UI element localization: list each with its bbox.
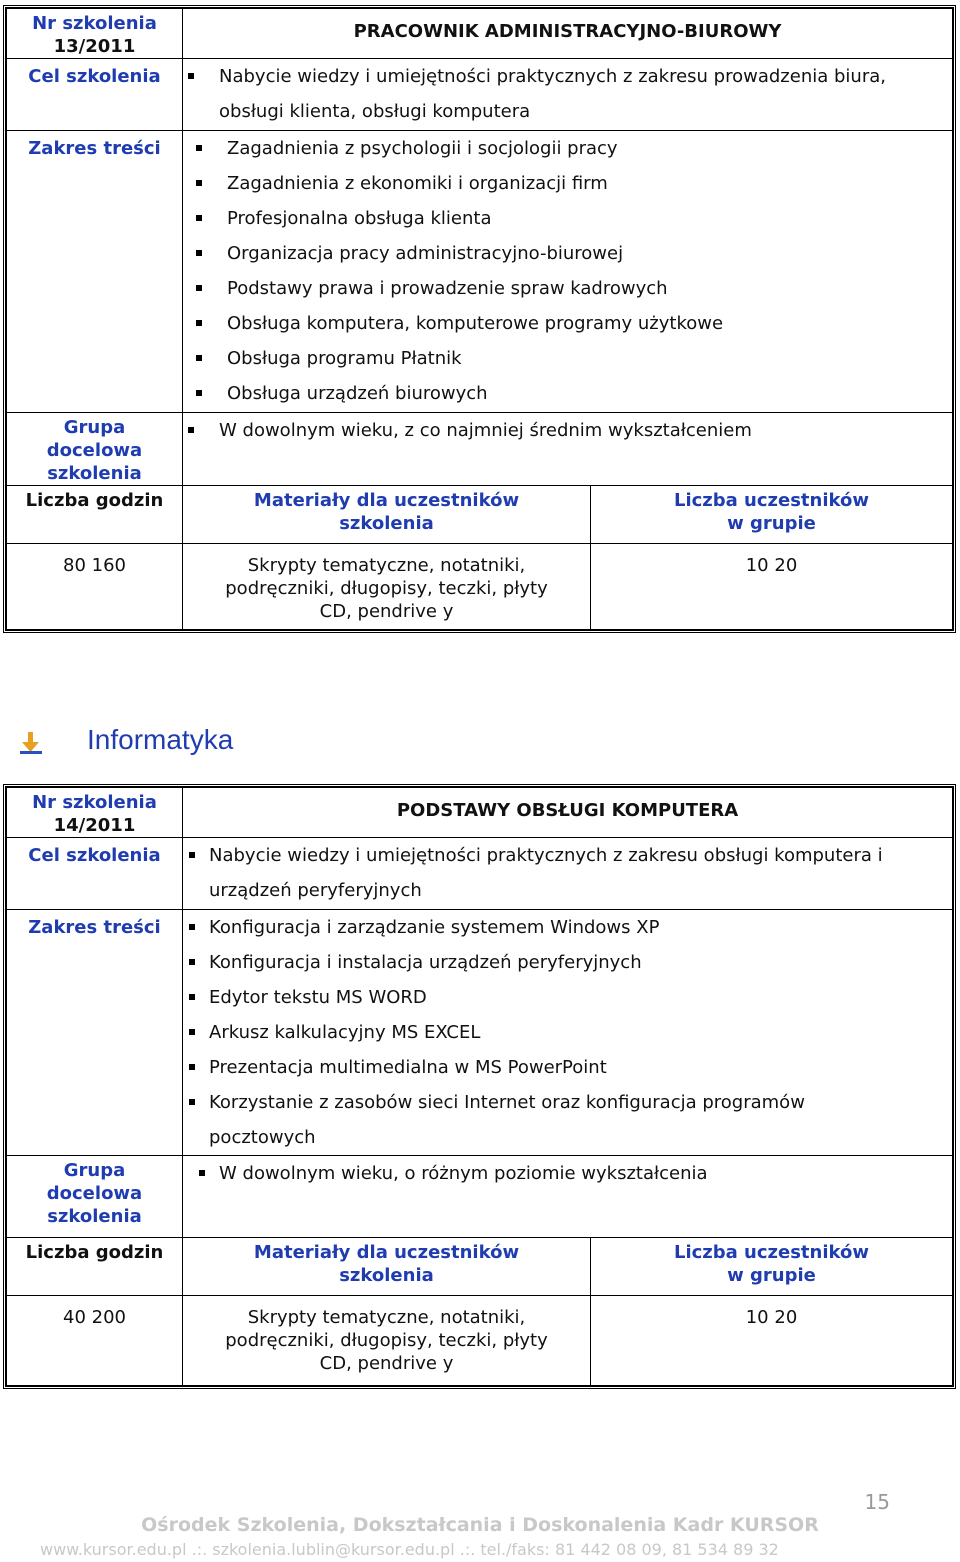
- cel-label: Cel szkolenia: [7, 838, 183, 910]
- grupa-label: Grupa docelowa szkolenia: [7, 1156, 183, 1238]
- materialy-value: Skrypty tematyczne, notatniki, podręczniki, długopisy, teczki, płyty CD, pendrive y: [183, 1296, 591, 1386]
- zakres-label: Zakres treści: [7, 910, 183, 1156]
- cel-label: Cel szkolenia: [7, 59, 183, 131]
- uczestnikow-value: 10 20: [591, 544, 953, 630]
- list-item: Obsługa urządzeń biurowych: [183, 376, 952, 411]
- zakres-cell: [183, 910, 953, 1156]
- grupa-text: W dowolnym wieku, z co najmniej średnim wykształceniem: [175, 413, 952, 448]
- list-item: Konfiguracja i zarządzanie systemem Windows XP: [183, 910, 952, 945]
- zakres-last-cont: pocztowych: [209, 1127, 316, 1148]
- grupa-cell: [183, 1156, 953, 1238]
- zakres-cell: [183, 131, 953, 413]
- nr-cell: [7, 788, 183, 838]
- course-table-13-2011: [3, 5, 956, 633]
- nr-cell: [7, 9, 183, 59]
- godzin-value: 40 200: [7, 1296, 183, 1386]
- list-item: Arkusz kalkulacyjny MS EXCEL: [183, 1015, 952, 1050]
- cel-text: Nabycie wiedzy i umiejętności praktycznych z zakresu prowadzenia biura,: [175, 59, 952, 94]
- godzin-label: Liczba godzin: [7, 486, 183, 544]
- godzin-label: Liczba godzin: [7, 1238, 183, 1296]
- cel-cell: [183, 838, 953, 910]
- list-item: Profesjonalna obsługa klienta: [183, 201, 952, 236]
- materialy-header: Materiały dla uczestników szkolenia: [183, 1238, 591, 1296]
- footer-contact: www.kursor.edu.pl .:. szkolenia.lublin@kursor.edu.pl .:. tel./faks: 81 442 08 09, 81 534 89 32: [40, 1540, 779, 1559]
- list-item: Organizacja pracy administracyjno-biurowej: [183, 236, 952, 271]
- cel-text-cont: obsługi klienta, obsługi komputera: [219, 101, 531, 122]
- uczestnikow-header: Liczba uczestników w grupie: [591, 1238, 953, 1296]
- arrow-bullet-icon: [18, 730, 44, 756]
- materialy-header: Materiały dla uczestników szkolenia: [183, 486, 591, 544]
- list-item: Zagadnienia z ekonomiki i organizacji firm: [183, 166, 952, 201]
- list-item: Obsługa komputera, komputerowe programy użytkowe: [183, 306, 952, 341]
- nr-value: 13/2011: [53, 36, 136, 57]
- nr-value: 14/2011: [53, 815, 136, 836]
- nr-label: Nr szkolenia: [32, 13, 157, 34]
- godzin-value: 80 160: [7, 544, 183, 630]
- course-table-14-2011: [3, 784, 956, 1389]
- cel-text-cont: urządzeń peryferyjnych: [209, 880, 422, 901]
- list-item: Podstawy prawa i prowadzenie spraw kadrowych: [183, 271, 952, 306]
- uczestnikow-header: Liczba uczestników w grupie: [591, 486, 953, 544]
- cel-cell: [183, 59, 953, 131]
- list-item: Prezentacja multimedialna w MS PowerPoint: [183, 1050, 952, 1085]
- footer-org: Ośrodek Szkolenia, Dokształcania i Doskonalenia Kadr KURSOR: [141, 1514, 819, 1536]
- course-title: PRACOWNIK ADMINISTRACYJNO-BIUROWY: [183, 9, 953, 59]
- list-item: Obsługa programu Płatnik: [183, 341, 952, 376]
- page-number: 15: [864, 1490, 890, 1514]
- list-item: Konfiguracja i instalacja urządzeń peryferyjnych: [183, 945, 952, 980]
- uczestnikow-value: 10 20: [591, 1296, 953, 1386]
- list-item: Edytor tekstu MS WORD: [183, 980, 952, 1015]
- materialy-value: Skrypty tematyczne, notatniki, podręczniki, długopisy, teczki, płyty CD, pendrive y: [183, 544, 591, 630]
- grupa-cell: [183, 413, 953, 486]
- list-item: Korzystanie z zasobów sieci Internet oraz konfiguracja programów: [183, 1085, 952, 1120]
- zakres-label: Zakres treści: [7, 131, 183, 413]
- nr-label: Nr szkolenia: [32, 792, 157, 813]
- course-title: PODSTAWY OBSŁUGI KOMPUTERA: [183, 788, 953, 838]
- list-item: Zagadnienia z psychologii i socjologii pracy: [183, 131, 952, 166]
- cel-text: Nabycie wiedzy i umiejętności praktycznych z zakresu obsługi komputera i: [183, 838, 952, 873]
- grupa-label: Grupa docelowa szkolenia: [7, 413, 183, 486]
- section-title: Informatyka: [87, 724, 234, 755]
- grupa-text: W dowolnym wieku, o różnym poziomie wykształcenia: [193, 1156, 952, 1191]
